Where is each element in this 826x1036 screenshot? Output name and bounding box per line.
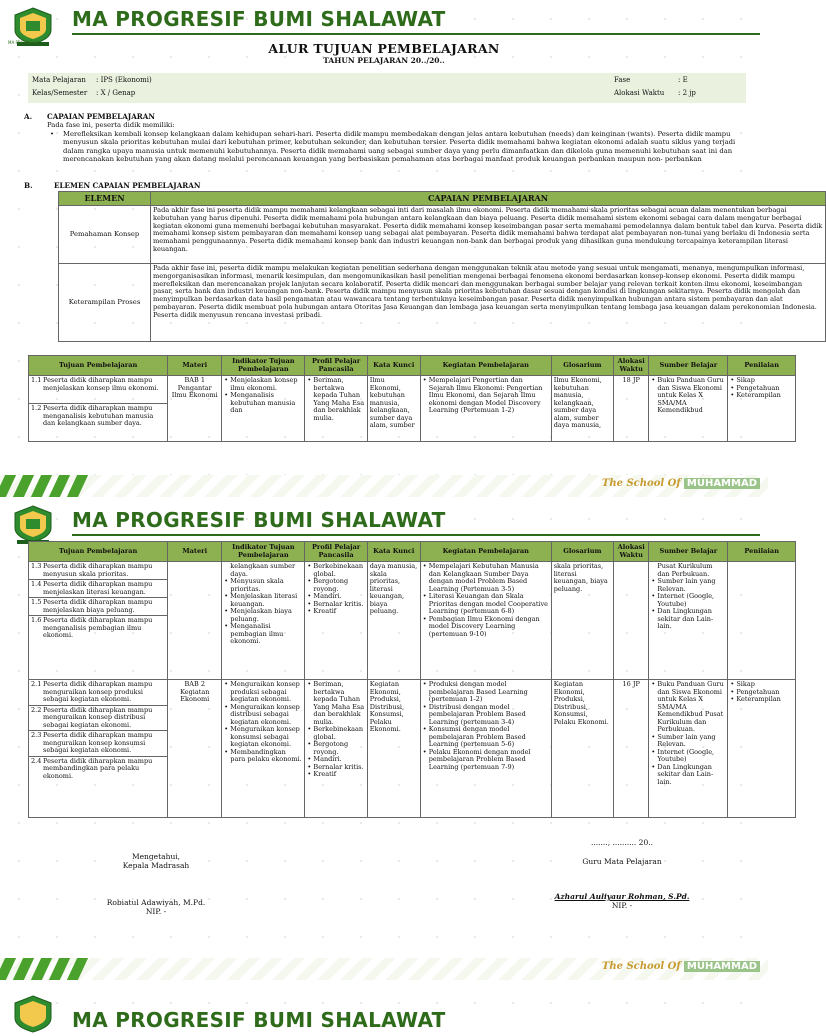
teacher-nip: NIP. - xyxy=(611,901,633,910)
atp-table-page-2 xyxy=(28,541,796,818)
capaian-cell: Pada akhir fase ini, peserta didik mampu melakukan kegiatan penelitian sederhana dengan menggunakan teknik atau metode yang sesuai untuk mengamati, menanya, mengumpulkan informasi, mengorganisasikan informasi, menarik kesimpulan, dan mengomunikasikan hasil penelitian mengenai berbagai fenomena ekonomi berdasarkan konsep-konsep ekonomi. Peserta didik mampu merefleksikan dan merencanakan projek lanjutan secara kolaboratif. Peserta didik mencari dan menggunakan berbagai sumber belajar yang relevan terkait konten ilmu ekonomi, keseimbangan pasar, serta bank dan industri keuangan non-bank. Peserta didik mampu menyusun skala prioritas kebutuhan dasar sesuai dengan kondisi di lingkungan sekitarnya. Peserta didik mengolah dan menyimpulkan berdasarkan data hasil pengamatan atau wawancara tentang terbentuknya keseimbangan pasar. Peserta didik menyimpulkan hubungan antara sistem pembayaran dan alat pembayaran. Peserta didik membuat pola hubungan antara Otoritas Jasa Keuangan dan lembaga jasa keuangan serta menyimpulkan tentang lembaga jasa keuangan dalam perekonomian Indonesia. Peserta didik menyusun rencana investasi pribadi. xyxy=(151,264,826,342)
headmaster-name: Robiatul Adawiyah, M.Pd. xyxy=(106,898,206,907)
header-divider xyxy=(72,33,760,35)
penilaian-cell xyxy=(728,680,796,818)
tp-text: Peserta didik diharapkan mampu menjelaskan biaya peluang. xyxy=(43,598,153,614)
col-kata-kunci: Kata Kunci xyxy=(367,542,420,562)
list-item: • Mandiri. xyxy=(307,593,364,601)
kegiatan-cell xyxy=(420,376,551,442)
col-indikator: Indikator Tujuan Pembelajaran xyxy=(222,356,305,376)
tp-item: 1.1 Peserta didik diharapkan mampu menjelaskan konsep ilmu ekonomi. xyxy=(29,376,167,404)
section-a-title: CAPAIAN PEMBELAJARAN xyxy=(47,112,155,121)
atp-header-row xyxy=(29,356,796,376)
list-item: • Menjelaskan literasi keuangan. xyxy=(224,593,302,608)
atp-table-page-1 xyxy=(28,355,796,442)
col-materi: Materi xyxy=(168,356,222,376)
list-item: • Menjelaskan konsep ilmu ekonomi. xyxy=(224,377,302,392)
tp-item: 1.3 Peserta didik diharapkan mampu menyusun skala prioritas. xyxy=(29,562,167,580)
kelas-label: Kelas/Semester xyxy=(32,89,88,97)
list-item: • Mandiri. xyxy=(307,756,364,764)
col-tujuan: Tujuan Pembelajaran xyxy=(29,542,168,562)
profil-cell xyxy=(305,680,367,818)
list-item: • Internet (Google, Youtube) xyxy=(651,593,725,608)
glosarium-cell: Ilmu Ekonomi, kebutuhan manusia, kelangkaan, sumber daya alam, sumber daya manusia, xyxy=(551,376,613,442)
table-row xyxy=(59,264,826,342)
col-kata-kunci: Kata Kunci xyxy=(367,356,420,376)
footer-brand: The School Of MUHAMMAD xyxy=(602,961,760,972)
elemen-cell: Pemahaman Konsep xyxy=(59,206,151,264)
col-penilaian: Penilaian xyxy=(728,356,796,376)
alokasi-label: Alokasi Waktu xyxy=(614,89,665,97)
list-item: • Pelaku Ekonomi dengan model pembelajaran Problem Based Learning (pertemuan 7-9) xyxy=(423,749,549,772)
tp-text: Peserta didik diharapkan mampu menguraikan konsep konsumsi sebagai kegiatan ekonomi. xyxy=(43,731,153,754)
tp-item: 2.1 Peserta didik diharapkan mampu menguraikan konsep produksi sebagai kegiatan ekonomi. xyxy=(29,680,167,706)
bullet-icon: • xyxy=(50,130,55,138)
section-a-letter: A. xyxy=(24,112,33,121)
alokasi-cell: 16 JP xyxy=(614,680,649,818)
list-item: • Mempelajari Pengertian dan Sejarah Ilmu Ekonomi: Pengertian Ilmu Ekonomi, dan Sejarah Ilmu ekonomi dengan Model Discovery Learning (Pertemuan 1-2) xyxy=(423,377,549,415)
tp-text: Peserta didik diharapkan mampu menganalisis pembagian ilmu ekonomi. xyxy=(43,616,153,639)
document-page-3 xyxy=(0,984,768,1032)
list-item: • Menguraikan konsep produksi sebagai kegiatan ekonomi. xyxy=(224,681,302,704)
glosarium-cell: Kegiatan Ekonomi, Produksi, Distribusi, Konsumsi, Pelaku Ekonomi. xyxy=(551,680,613,818)
header-divider xyxy=(72,534,760,536)
alokasi-cell: 18 JP xyxy=(614,376,649,442)
col-glosarium: Glosarium xyxy=(551,542,613,562)
indikator-cell xyxy=(222,680,305,818)
table-row xyxy=(59,206,826,264)
materi-cell: BAB 2 Kegiatan Ekonomi xyxy=(168,680,222,818)
list-item: • Mempelajari Kebutuhan Manusia dan Kelangkaan Sumber Daya dengan model Problem Based Learning (Pertemuan 3-5) xyxy=(423,563,549,593)
list-item: • Sikap xyxy=(730,377,793,385)
document-subtitle: TAHUN PELAJARAN 20../20.. xyxy=(323,56,445,65)
tp-item: 2.4 Peserta didik diharapkan mampu membandingkan para pelaku ekonomi. xyxy=(29,757,167,782)
elemen-cell: Keterampilan Proses xyxy=(59,264,151,342)
indikator-cell xyxy=(222,376,305,442)
atp-header-row xyxy=(29,542,796,562)
alokasi-cell xyxy=(614,562,649,680)
list-item: • Menjelaskan biaya peluang. xyxy=(224,608,302,623)
document-title: ALUR TUJUAN PEMBELAJARAN xyxy=(268,41,500,56)
tp-cell xyxy=(29,680,168,818)
profil-cell xyxy=(305,562,367,680)
tp-text: Peserta didik diharapkan mampu menganalisis kebutuhan manusia dan kelangkaan sumber daya. xyxy=(43,404,154,427)
col-profil: Profil Pelajar Pancasila xyxy=(305,542,367,562)
kata-kunci-cell: Kegiatan Ekonomi, Produksi, Distribusi, Konsumsi, Pelaku Ekonomi. xyxy=(367,680,420,818)
glosarium-cell: skala prioritas, literasi keuangan, biaya peluang. xyxy=(551,562,613,680)
section-a-bullet: Merefleksikan kembali konsep kelangkaan dalam kehidupan sehari-hari. Peserta didik mampu membedakan dengan jelas antara kebutuhan (needs) dan keinginan (wants). Peserta didik mampu menyusun skala prioritas kebutuhan mulai dari kebutuhan primer, kebutuhan sekunder, dan kebutuhan tersier. Peserta didik memahami bahwa kegiatan ekonomi adalah suatu siklus yang terjadi dalam rangka upaya manusia untuk memenuhi kebutuhannya. Peserta didik memahami uang sebagai sumber daya yang perlu dimanfaatkan dan dikelola guna memenuhi kebutuhan saat ini dan merencanakan kebutuhan yang akan datang melalui perencanaan keuangan yang berbasiskan pemahaman atas berbagai manfaat produk keuangan perbankan maupun non- perbankan xyxy=(63,130,736,164)
list-item: • Kreatif xyxy=(307,608,364,616)
list-item: • Dan Lingkungan sekitar dan Lain-lain. xyxy=(651,764,725,787)
tp-item: 2.2 Peserta didik diharapkan mampu menguraikan konsep distribusi sebagai kegiatan ekonomi. xyxy=(29,706,167,732)
identity-box xyxy=(28,73,746,103)
document-page-2 xyxy=(0,500,781,980)
signing-date: ......., .......... 20.. xyxy=(591,838,653,847)
col-kegiatan: Kegiatan Pembelajaran xyxy=(420,356,551,376)
list-item: • Buku Panduan Guru dan Siswa Ekonomi untuk Kelas X SMA/MA Kemendikbud Pusat Kurikulum dan Perbukuan. xyxy=(651,681,725,734)
tp-text: Peserta didik diharapkan mampu menguraikan konsep distribusi sebagai kegiatan ekonomi. xyxy=(43,705,153,729)
list-item: • Keterampilan xyxy=(730,392,793,400)
school-name: MA PROGRESIF BUMI SHALAWAT xyxy=(72,1008,446,1032)
list-item: • Bernalar kritis. xyxy=(307,601,364,609)
footer-stripes xyxy=(0,475,83,497)
tp-text: Peserta didik diharapkan mampu menjelaskan literasi keuangan. xyxy=(43,580,153,596)
right-line1: Guru Mata Pelajaran xyxy=(582,857,662,866)
kata-kunci-cell: Ilmu Ekonomi, kebutuhan manusia, kelangkaan, sumber daya alam, sumber xyxy=(367,376,420,442)
table-row xyxy=(29,562,796,680)
list-item: • Literasi Keuangan dan Skala Prioritas dengan model Cooperative Learning (pertemuan 6-8) xyxy=(423,593,549,616)
school-logo-icon xyxy=(8,994,58,1036)
alokasi-value: : 2 jp xyxy=(678,89,696,97)
sumber-cell xyxy=(649,680,728,818)
col-kegiatan: Kegiatan Pembelajaran xyxy=(420,542,551,562)
list-item: • Kreatif xyxy=(307,771,364,779)
sumber-cell xyxy=(649,562,728,680)
school-name: MA PROGRESIF BUMI SHALAWAT xyxy=(72,7,446,31)
materi-cell: BAB 1 Pengantar Ilmu Ekonomi xyxy=(168,376,222,442)
kelas-value: : X / Genap xyxy=(96,89,136,97)
tp-item: 2.3 Peserta didik diharapkan mampu menguraikan konsep konsumsi sebagai kegiatan ekonomi. xyxy=(29,731,167,757)
col-alokasi: Alokasi Waktu xyxy=(614,356,649,376)
list-item: • Bergotong royong. xyxy=(307,578,364,593)
col-sumber: Sumber Belajar xyxy=(649,356,728,376)
tp-item: 1.4 Peserta didik diharapkan mampu menjelaskan literasi keuangan. xyxy=(29,580,167,598)
col-alokasi: Alokasi Waktu xyxy=(614,542,649,562)
signature-right xyxy=(552,838,692,910)
list-item: • Sumber lain yang Relevan. xyxy=(651,734,725,749)
sumber-cell xyxy=(649,376,728,442)
list-item: • Beriman, bertakwa kepada Tuhan Yang Maha Esa dan berakhlak mulia. xyxy=(307,681,364,726)
list-item: • Buku Panduan Guru dan Siswa Ekonomi untuk Kelas X SMA/MA Kemendikbud xyxy=(651,377,725,415)
list-item: • Bernalar kritis. xyxy=(307,764,364,772)
penilaian-cell xyxy=(728,376,796,442)
left-line1: Mengetahui, xyxy=(131,852,181,861)
list-item: • Menganalisis kebutuhan manusia dan xyxy=(224,392,302,415)
sumber-continued: Pusat Kurikulum dan Perbukuan. xyxy=(657,562,713,578)
headmaster-nip: NIP. - xyxy=(145,907,167,916)
tp-item: 1.5 Peserta didik diharapkan mampu menjelaskan biaya peluang. xyxy=(29,598,167,616)
kegiatan-cell xyxy=(420,562,551,680)
logo-caption: MA PROGRESIF xyxy=(8,40,39,45)
page-footer-band xyxy=(0,475,768,497)
mapel-label: Mata Pelajaran xyxy=(32,76,86,84)
school-name: MA PROGRESIF BUMI SHALAWAT xyxy=(72,508,446,532)
section-a-intro: Pada fase ini, peserta didik memiliki: xyxy=(47,121,175,129)
document-page-1 xyxy=(0,0,823,497)
list-item: • Menguraikan konsep distribusi sebagai kegiatan ekonomi. xyxy=(224,704,302,727)
teacher-name: Azharul Auliyaur Rohman, S.Pd. xyxy=(554,892,690,901)
tp-text: Peserta didik diharapkan mampu menyusun skala prioritas. xyxy=(43,562,153,578)
list-item: • Sikap xyxy=(730,681,793,689)
list-item: • Berkebinekaan global. xyxy=(307,726,364,741)
col-tujuan: Tujuan Pembelajaran xyxy=(29,356,168,376)
list-item: • Distribusi dengan model pembelajaran Problem Based Learning (pertemuan 3-4) xyxy=(423,704,549,727)
list-item: • Dan Lingkungan sekitar dan Lain-lain. xyxy=(651,608,725,631)
list-item: • Keterampilan xyxy=(730,696,793,704)
list-item: • Produksi dengan model pembelajaran Based Learning (pertemuan 1-2) xyxy=(423,681,549,704)
tp-text: Peserta didik diharapkan mampu menjelaskan konsep ilmu ekonomi. xyxy=(43,376,159,392)
capaian-cell: Pada akhir fase ini peserta didik mampu memahami kelangkaan sebagai inti dari masalah ilmu ekonomi. Peserta didik memahami skala prioritas sebagai acuan dalam menentukan berbagai kebutuhan yang harus dipenuhi. Peserta didik memahami pola hubungan antara kelangkaan dan biaya peluang. Peserta didik memahami sistem ekonomi sebagai cara dalam mengatur berbagai kegiatan ekonomi guna memenuhi berbagai kebutuhan masyarakat. Peserta didik memahami konsep keseimbangan pasar serta memahami pemodelannya dalam bentuk tabel dan kurva. Peserta didik memahami konsep sistem pembayaran dan memahami konsep uang sebagai alat pembayaran. Peserta didik memahami bahwa terdapat alat pembayaran non-tunai yang berlaku di Indonesia serta memahami penggunaannya. Peserta didik memahami konsep bank dan industri keuangan non-bank dan berbagai produk yang dihasilkan guna mendukung tercapainya keterampilan literasi keuangan. xyxy=(151,206,826,264)
list-item: • Pengetahuan xyxy=(730,689,793,697)
list-item: • Berkebinekaan global. xyxy=(307,563,364,578)
capaian-table xyxy=(58,191,826,342)
materi-cell xyxy=(168,562,222,680)
fase-label: Fase xyxy=(614,76,631,84)
section-b-title: ELEMEN CAPAIAN PEMBELAJARAN xyxy=(54,181,201,190)
kata-kunci-cell: daya manusia, skala prioritas, literasi keuangan, biaya peluang. xyxy=(367,562,420,680)
tp-cell xyxy=(29,562,168,680)
col-penilaian: Penilaian xyxy=(728,542,796,562)
list-item: • Menyusun skala prioritas. xyxy=(224,578,302,593)
page-footer-band xyxy=(0,958,768,980)
kegiatan-cell xyxy=(420,680,551,818)
list-item: • Pengetahuan xyxy=(730,385,793,393)
list-item: • Sumber lain yang Relevan. xyxy=(651,578,725,593)
school-logo-icon xyxy=(8,504,58,546)
left-line2: Kepala Madrasah xyxy=(122,861,190,870)
col-indikator: Indikator Tujuan Pembelajaran xyxy=(222,542,305,562)
footer-stripes xyxy=(0,958,83,980)
list-item: • Beriman, bertakwa kepada Tuhan Yang Maha Esa dan berakhlak mulia. xyxy=(307,377,364,422)
mapel-value: : IPS (Ekonomi) xyxy=(96,76,152,84)
col-elemen: ELEMEN xyxy=(59,192,151,206)
table-row xyxy=(29,376,796,442)
list-item: • Menganalisi pembagian ilmu ekonomi. xyxy=(224,623,302,646)
col-materi: Materi xyxy=(168,542,222,562)
list-item: • Internet (Google, Youtube) xyxy=(651,749,725,764)
list-item: • Membandingkan para pelaku ekonomi. xyxy=(224,749,302,764)
section-b-letter: B. xyxy=(24,181,33,190)
col-capaian: CAPAIAN PEMBELAJARAN xyxy=(151,192,826,206)
penilaian-cell xyxy=(728,562,796,680)
tp-text: Peserta didik diharapkan mampu menguraikan konsep produksi sebagai kegiatan ekonomi. xyxy=(43,680,153,703)
table-row xyxy=(29,680,796,818)
indikator-continued: kelangkaan sumber daya. xyxy=(230,562,296,578)
list-item: • Konsumsi dengan model pembelajaran Problem Based Learning (pertemuan 5-6) xyxy=(423,726,549,749)
tp-text: Peserta didik diharapkan mampu membandingkan para pelaku ekonomi. xyxy=(43,756,153,780)
fase-value: : E xyxy=(678,76,688,84)
tp-item: 1.2 Peserta didik diharapkan mampu menganalisis kebutuhan manusia dan kelangkaan sumber daya. xyxy=(29,404,167,429)
col-glosarium: Glosarium xyxy=(551,356,613,376)
profil-cell xyxy=(305,376,367,442)
list-item: • Pembagian Ilmu Ekonomi dengan model Discovery Learning (pertemuan 9-10) xyxy=(423,616,549,639)
list-item: • Menguraikan konsep konsumsi sebagai kegiatan ekonomi. xyxy=(224,726,302,749)
indikator-cell xyxy=(222,562,305,680)
tp-item: 1.6 Peserta didik diharapkan mampu menganalisis pembagian ilmu ekonomi. xyxy=(29,616,167,641)
tp-cell xyxy=(29,376,168,442)
col-profil: Profil Pelajar Pancasila xyxy=(305,356,367,376)
signature-left xyxy=(96,852,216,916)
col-sumber: Sumber Belajar xyxy=(649,542,728,562)
list-item: • Bergotong royong. xyxy=(307,741,364,756)
footer-brand: The School Of MUHAMMAD xyxy=(602,478,760,489)
